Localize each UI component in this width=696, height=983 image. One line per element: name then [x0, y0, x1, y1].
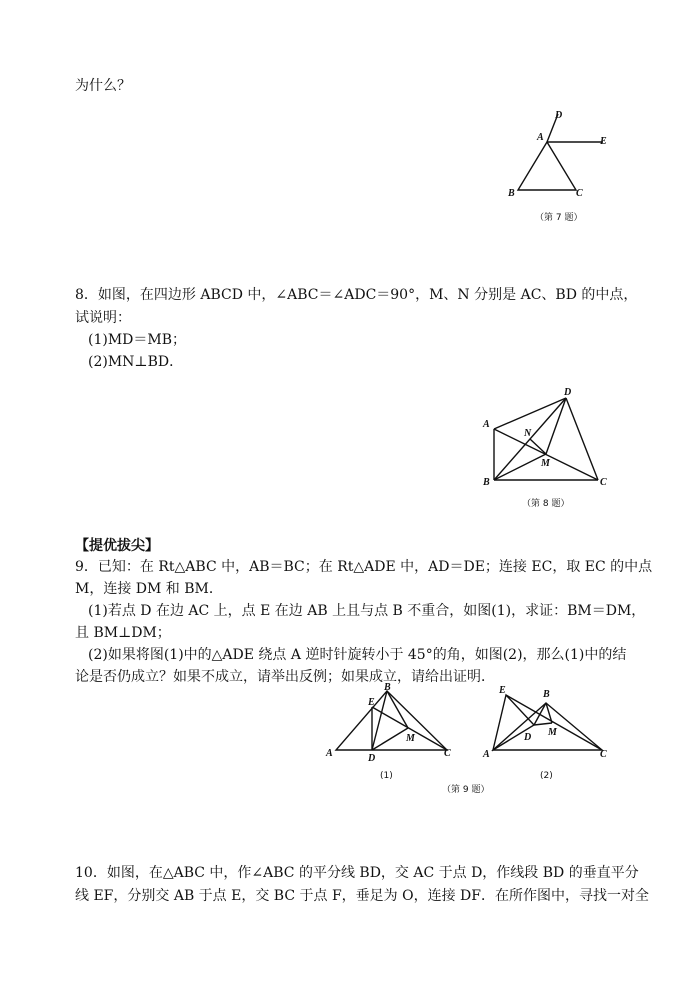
seg-nm	[530, 439, 546, 454]
figure-9-2	[478, 685, 618, 785]
label-b: B	[483, 477, 490, 488]
label-m: M	[548, 727, 557, 738]
label-b: B	[384, 682, 391, 693]
figure-7	[500, 100, 620, 230]
label-d: D	[564, 387, 572, 398]
q8-line1: 8．如图，在四边形 ABCD 中，∠ABC＝∠ADC＝90°，M、N 分别是 AC、BD 的中点，	[75, 287, 638, 303]
q9-line5: (2)如果将图(1)中的△ADE 绕点 A 逆时针旋转小于 45°的角，如图(2)，那么(1)中的结	[88, 647, 627, 663]
label-c: C	[600, 477, 607, 488]
section-title: 【提优拔尖】	[75, 538, 159, 554]
label-n: N	[524, 428, 532, 439]
figure-9-caption-box	[440, 780, 520, 796]
figure-9-1	[320, 682, 460, 785]
label-a: A	[537, 132, 544, 143]
q10-line1: 10．如图，在△ABC 中，作∠ABC 的平分线 BD，交 AC 于点 D，作线段 BD 的垂直平分	[75, 865, 639, 881]
q8-line2: 试说明：	[75, 310, 131, 326]
q8-item2: (2)MN⊥BD．	[88, 354, 184, 370]
label-d: D	[524, 732, 532, 743]
q10-line2: 线 EF，分别交 AB 于点 E，交 BC 于点 F，垂足为 O，连接 DF．在所作图中，寻找一对全	[75, 888, 649, 904]
label-a: A	[483, 419, 490, 430]
seg-db	[534, 703, 546, 725]
label-c: C	[444, 748, 451, 759]
label-e: E	[499, 685, 506, 696]
label-d: D	[555, 110, 563, 121]
figure-7-caption: （第 7 题）	[535, 213, 583, 223]
figure-9-caption: （第 9 题）	[442, 785, 490, 795]
seg-md	[546, 398, 566, 454]
triangle-abc	[518, 142, 576, 190]
label-e: E	[368, 697, 375, 708]
seg-dm	[534, 723, 552, 725]
figure-9-2-label: (2)	[540, 771, 553, 781]
seg-dc	[566, 398, 598, 480]
label-m: M	[541, 458, 550, 469]
label-c: C	[600, 749, 607, 760]
seg-ad	[494, 398, 566, 429]
q8-item1: (1)MD＝MB；	[88, 332, 187, 348]
figure-8	[478, 385, 618, 515]
figure-8-caption: （第 8 题）	[522, 499, 570, 509]
q7-tail-text: 为什么？	[75, 78, 131, 94]
label-d: D	[368, 753, 376, 764]
seg-bm	[494, 454, 546, 480]
label-a: A	[326, 748, 333, 759]
figure-9-1-label: (1)	[380, 771, 393, 781]
q9-line3: (1)若点 D 在边 AC 上，点 E 在边 AB 上且与点 B 不重合，如图(1)，求证：BM＝DM，	[88, 603, 646, 619]
q9-line1: 9．已知：在 Rt△ABC 中，AB＝BC；在 Rt△ADE 中，AD＝DE；连接 EC，取 EC 的中点	[75, 559, 653, 575]
label-a: A	[483, 749, 490, 760]
label-b: B	[508, 188, 515, 199]
label-c: C	[576, 188, 583, 199]
label-e: E	[600, 136, 607, 147]
label-m: M	[406, 733, 415, 744]
q9-line4: 且 BM⊥DM；	[75, 625, 171, 641]
label-b: B	[543, 689, 550, 700]
q9-line2: M，连接 DM 和 BM．	[75, 581, 223, 597]
seg-ec	[506, 695, 602, 750]
q9-line6: 论是否仍成立？如果不成立，请举出反例；如果成立，请给出证明．	[75, 669, 495, 685]
